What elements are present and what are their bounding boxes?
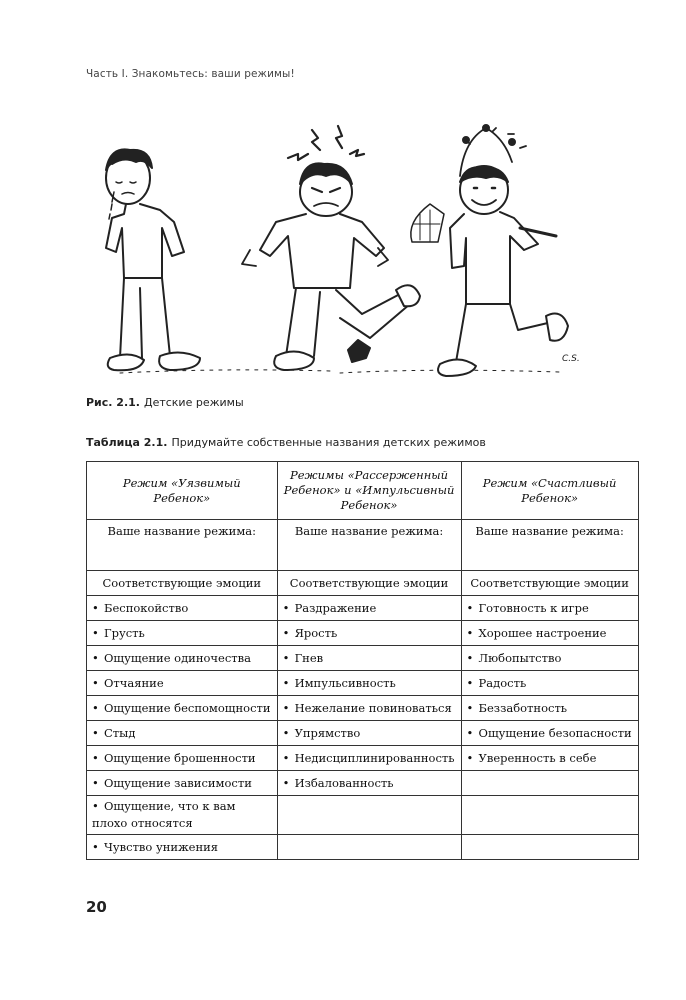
emotion-cell [87, 596, 278, 621]
emotions-label: Соответствующие эмоции [277, 571, 461, 596]
emotion-text: Грусть [104, 626, 145, 640]
emotion-row [87, 696, 639, 721]
bullet-icon: • [282, 601, 290, 615]
table-label: Таблица 2.1. [86, 436, 168, 449]
emotion-text: Уверенность в себе [478, 751, 597, 765]
table-header-row [87, 462, 639, 520]
bullet-icon: • [282, 651, 290, 665]
emotion-text: Импульсивность [294, 676, 396, 690]
emotion-text: Радость [478, 676, 527, 690]
emotion-cell [87, 646, 278, 671]
emotion-cell [461, 796, 638, 835]
emotion-text: Раздражение [294, 601, 377, 615]
emotion-cell [277, 596, 461, 621]
emotions-label: Соответствующие эмоции [87, 571, 278, 596]
emotion-cell [87, 621, 278, 646]
bullet-icon: • [92, 799, 99, 813]
bullet-icon: • [466, 726, 474, 740]
emotion-cell [87, 796, 278, 835]
emotion-text: Отчаяние [104, 676, 164, 690]
emotion-cell [461, 621, 638, 646]
header-happy-child: Режим «Счастливый Ребенок» [461, 462, 638, 520]
emotion-cell [277, 671, 461, 696]
emotion-cell [461, 696, 638, 721]
emotion-cell [461, 771, 638, 796]
emotion-text: Ощущение брошенности [104, 751, 256, 765]
angry-child-figure [242, 126, 420, 370]
bullet-icon: • [92, 651, 99, 665]
emotion-cell [461, 835, 638, 860]
emotion-text: Готовность к игре [478, 601, 589, 615]
emotion-cell [277, 696, 461, 721]
emotion-text: Ощущение безопасности [478, 726, 632, 740]
bullet-icon: • [466, 676, 474, 690]
emotion-cell [461, 721, 638, 746]
emotion-text: Ярость [294, 626, 338, 640]
bullet-icon: • [282, 776, 290, 790]
emotion-row [87, 746, 639, 771]
name-prompt-cell[interactable]: Ваше название режима: [87, 520, 278, 571]
running-head: Часть I. Знакомьтесь: ваши режимы! [86, 68, 295, 80]
emotion-text: Беспокойство [104, 601, 189, 615]
bullet-icon: • [92, 601, 99, 615]
emotion-text: Упрямство [294, 726, 361, 740]
bullet-icon: • [92, 726, 99, 740]
bullet-icon: • [466, 701, 474, 715]
bullet-icon: • [466, 601, 474, 615]
emotion-text: Гнев [294, 651, 324, 665]
emotion-cell [277, 835, 461, 860]
emotion-cell [87, 671, 278, 696]
emotion-row [87, 596, 639, 621]
emotion-cell [277, 646, 461, 671]
emotion-cell [87, 696, 278, 721]
emotion-text: Ощущение одиночества [104, 651, 251, 665]
emotion-cell [277, 621, 461, 646]
emotion-row [87, 835, 639, 860]
emotion-cell [461, 646, 638, 671]
bullet-icon: • [466, 751, 474, 765]
bullet-icon: • [282, 626, 290, 640]
emotion-cell [87, 746, 278, 771]
table-caption [86, 436, 486, 449]
emotion-cell [461, 596, 638, 621]
child-modes-table [86, 461, 639, 860]
emotion-cell [277, 771, 461, 796]
emotion-text: Ощущение, что к вам плохо относятся [92, 799, 236, 830]
emotion-text: Беззаботность [478, 701, 568, 715]
emotion-text: Ощущение зависимости [104, 776, 252, 790]
page-number: 20 [86, 898, 107, 916]
figure-label: Рис. 2.1. [86, 396, 140, 409]
header-angry-impulsive-child: Режимы «Рассерженный Ребенок» и «Импульсивный Ребенок» [277, 462, 461, 520]
vulnerable-child-figure [106, 149, 200, 370]
emotion-text: Чувство унижения [104, 840, 219, 854]
emotion-row [87, 796, 639, 835]
emotions-label-row [87, 571, 639, 596]
emotion-text: Стыд [104, 726, 136, 740]
emotion-row [87, 621, 639, 646]
emotion-row [87, 671, 639, 696]
bullet-icon: • [92, 751, 99, 765]
figure-caption-text: Детские режимы [143, 396, 244, 409]
emotion-cell [277, 721, 461, 746]
header-vulnerable-child: Режим «Уязвимый Ребенок» [87, 462, 278, 520]
illustrator-signature: C.S. [562, 354, 580, 364]
emotion-row [87, 771, 639, 796]
emotion-text: Ощущение беспомощности [104, 701, 271, 715]
emotion-row [87, 721, 639, 746]
emotion-text: Любопытство [478, 651, 562, 665]
bullet-icon: • [282, 751, 290, 765]
emotion-cell [461, 746, 638, 771]
happy-child-figure [411, 125, 568, 376]
emotion-text: Нежелание повиноваться [294, 701, 452, 715]
bullet-icon: • [92, 701, 99, 715]
child-modes-illustration [100, 118, 590, 388]
bullet-icon: • [466, 626, 474, 640]
emotion-cell [277, 746, 461, 771]
emotion-cell [277, 796, 461, 835]
bullet-icon: • [92, 626, 99, 640]
name-prompt-cell[interactable]: Ваше название режима: [461, 520, 638, 571]
emotion-cell [87, 721, 278, 746]
bullet-icon: • [282, 701, 290, 715]
emotion-cell [461, 671, 638, 696]
name-prompt-row [87, 520, 639, 571]
emotion-text: Недисциплинированность [294, 751, 455, 765]
bullet-icon: • [282, 676, 290, 690]
table-caption-text: Придумайте собственные названия детских режимов [171, 436, 486, 449]
bullet-icon: • [92, 776, 99, 790]
emotion-cell [87, 835, 278, 860]
emotions-label: Соответствующие эмоции [461, 571, 638, 596]
figure-caption [86, 396, 244, 409]
emotion-text: Хорошее настроение [478, 626, 607, 640]
emotion-cell [87, 771, 278, 796]
bullet-icon: • [282, 726, 290, 740]
name-prompt-cell[interactable]: Ваше название режима: [277, 520, 461, 571]
bullet-icon: • [466, 651, 474, 665]
emotion-row [87, 646, 639, 671]
bullet-icon: • [92, 676, 99, 690]
bullet-icon: • [92, 840, 99, 854]
emotion-text: Избалованность [294, 776, 394, 790]
